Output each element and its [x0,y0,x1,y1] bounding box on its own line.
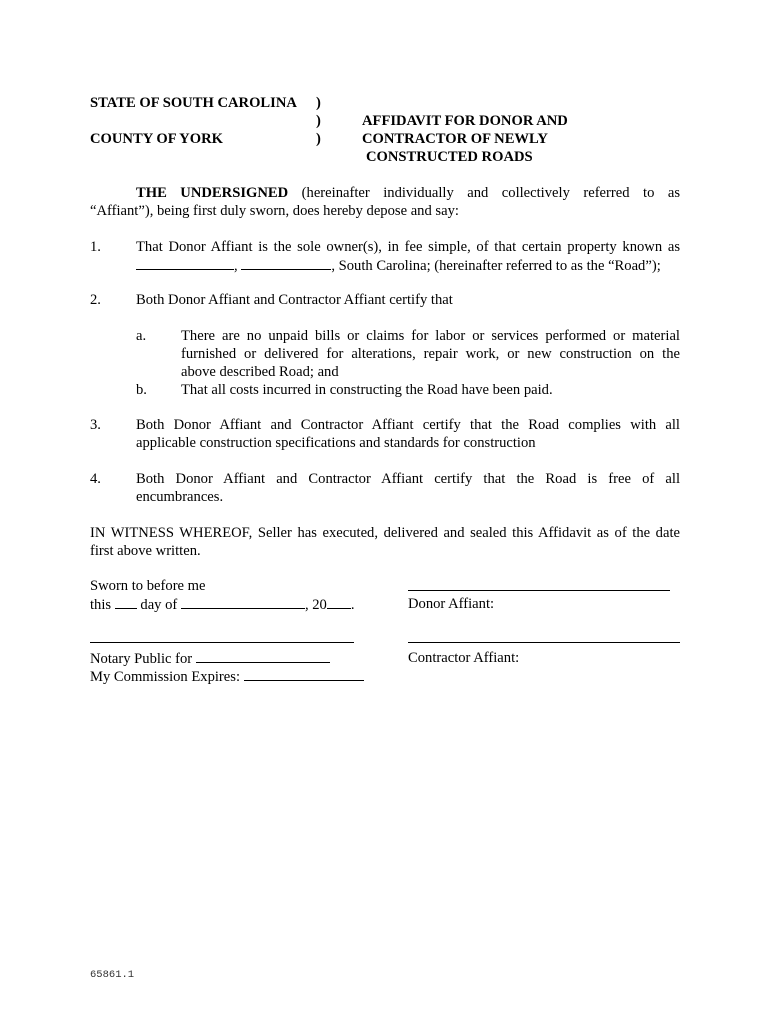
item-1-line-1: That Donor Affiant is the sole owner(s), in fee simple, of that certain property known as [136,239,680,255]
sworn-text: Sworn to before me [90,578,206,594]
document-title-line-3: CONSTRUCTED ROADS [366,149,533,165]
notary-label: Notary Public for [90,651,193,667]
year-prefix: , 20 [304,597,327,613]
year-blank[interactable] [327,595,351,609]
notary-state-blank[interactable] [196,649,330,663]
subitem-b-letter: b. [136,382,147,398]
item-4-line-1: Both Donor Affiant and Contractor Affiant certify that the Road is free of all [136,471,680,487]
subitem-a-line-1: There are no unpaid bills or claims for labor or services performed or material [181,328,680,344]
day-of-label: day of [140,597,178,613]
subitem-b-line-1: That all costs incurred in constructing the Road have been paid. [181,382,553,398]
contractor-signature-line[interactable] [408,642,680,643]
caption-paren-3: ) [316,131,321,147]
witness-line-2: first above written. [90,543,201,559]
property-location-blank[interactable] [241,256,331,270]
property-name-blank[interactable] [136,256,234,270]
this-label: this [90,597,112,613]
month-blank[interactable] [181,595,305,609]
caption-paren-2: ) [316,113,321,129]
item-3-line-2: applicable construction specifications and standards for construction [136,435,536,451]
item-4-line-2: encumbrances. [136,489,224,505]
item-3-line-1: Both Donor Affiant and Contractor Affiant certify that the Road complies with all [136,417,680,433]
item-1-line-2 [136,256,661,275]
intro-line-2: “Affiant”), being first duly sworn, does hereby depose and say: [90,203,459,219]
item-1-comma: , [234,258,238,274]
subitem-a-line-3: above described Road; and [181,364,339,380]
item-2-text: Both Donor Affiant and Contractor Affiant certify that [136,292,453,308]
subitem-a-letter: a. [136,328,147,344]
document-title-line-2: CONTRACTOR OF NEWLY [362,131,548,147]
donor-signature-line[interactable] [408,590,670,591]
sworn-date-line [90,595,355,614]
intro-rest: (hereinafter individually and collectively referred to as [301,185,681,201]
year-suffix: . [350,597,355,613]
donor-affiant-label: Donor Affiant: [408,596,495,612]
commission-label: My Commission Expires: [90,669,240,685]
caption-paren-1: ) [316,95,321,111]
item-2-number: 2. [90,292,101,308]
item-1-number: 1. [90,239,101,255]
subitem-a-line-2: furnished or delivered for alterations, repair work, or new construction on the [181,346,680,362]
commission-expiry-blank[interactable] [244,667,364,681]
contractor-affiant-label: Contractor Affiant: [408,650,520,666]
day-blank[interactable] [115,595,137,609]
intro-line-1 [136,184,680,202]
witness-line-1: IN WITNESS WHEREOF, Seller has executed, delivered and sealed this Affidavit as of the date [90,525,680,541]
document-number: 65861.1 [90,969,135,981]
state-caption: STATE OF SOUTH CAROLINA [90,95,297,111]
document-title-line-1: AFFIDAVIT FOR DONOR AND [362,113,568,129]
notary-line [90,649,330,668]
item-4-number: 4. [90,471,101,487]
intro-lead: THE UNDERSIGNED [136,185,289,201]
commission-line [90,667,364,686]
item-1-tail: , South Carolina; (hereinafter referred to as the “Road”); [331,258,661,274]
notary-signature-line[interactable] [90,642,354,643]
county-caption: COUNTY OF YORK [90,131,223,147]
item-3-number: 3. [90,417,101,433]
